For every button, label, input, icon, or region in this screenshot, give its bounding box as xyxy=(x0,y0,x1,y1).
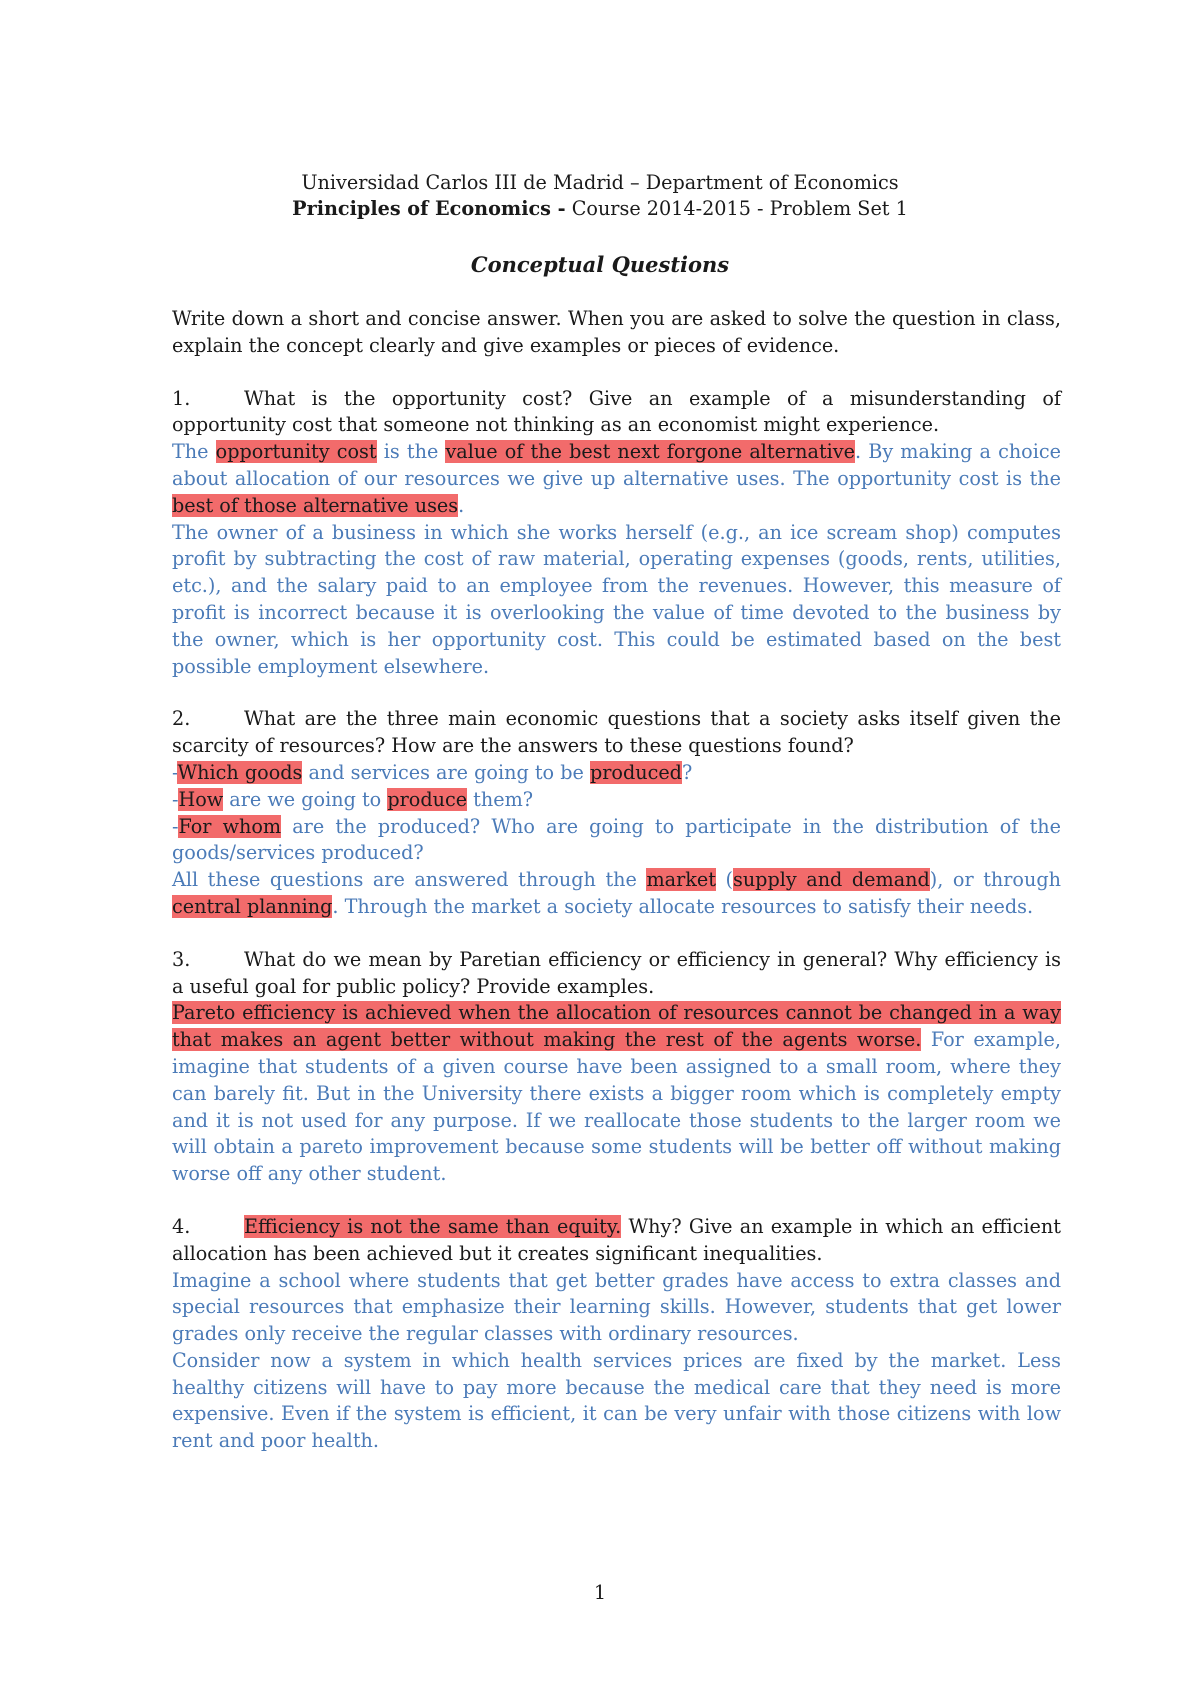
highlight: Which goods xyxy=(177,760,303,784)
highlight: best of those alternative uses xyxy=(172,493,459,517)
bullet-dash: - xyxy=(172,814,179,838)
question-text: What are the three main economic questions that a society asks itself given the scarcity of resources? How are the answers to these questions found? xyxy=(172,707,1061,758)
answer-text: are we going to xyxy=(223,787,388,811)
highlight: opportunity cost xyxy=(215,440,377,464)
course-title: Principles of Economics - xyxy=(292,197,566,220)
answer-2-bullet-2 xyxy=(172,787,1061,814)
answer-2-bullet-3 xyxy=(172,814,1061,868)
question-text: What do we mean by Paretian efficiency or efficiency in general? Why efficiency is a useful goal for public policy? Provide examples. xyxy=(172,947,1061,998)
answer-2-bullet-1 xyxy=(172,760,1061,787)
highlight: Pareto efficiency is achieved when the allocation of resources cannot be changed in a way that makes an agent better without making the rest of the agents worse. xyxy=(172,1001,1061,1052)
answer-text: ? xyxy=(681,760,693,784)
bullet-dash: - xyxy=(172,787,179,811)
highlight: market xyxy=(646,868,716,892)
bullet-dash: - xyxy=(172,760,178,784)
answer-text: The xyxy=(172,440,216,464)
document-body xyxy=(172,306,1061,1455)
answer-text: are the produced? Who are going to participate in the distribution of the goods/services produced? xyxy=(172,814,1061,865)
course-line xyxy=(0,196,1200,222)
answer-1-paragraph-1 xyxy=(172,439,1061,519)
highlight: For whom xyxy=(178,814,282,838)
answer-text: and services are going to be xyxy=(302,760,590,784)
course-details: Course 2014-2015 - Problem Set 1 xyxy=(565,197,908,220)
question-2 xyxy=(172,706,1061,760)
answer-text: . xyxy=(458,493,465,517)
answer-text: All these questions are answered through the xyxy=(172,868,647,892)
question-number: 4. xyxy=(172,1214,191,1238)
answer-4-paragraph-2: Consider now a system in which health services prices are fixed by the market. Less healthy citizens will have to pay more because the medical care that they need is more expensive. Even if the system is efficient, it can be very unfair with those citizens with low rent and poor health. xyxy=(172,1348,1061,1453)
intro-paragraph: Write down a short and concise answer. When you are asked to solve the question in class, explain the concept clearly and give examples or pieces of evidence. xyxy=(172,307,1061,357)
highlight: central planning xyxy=(172,894,333,918)
highlight: Efficiency is not the same than equity. xyxy=(244,1214,622,1238)
question-4 xyxy=(172,1214,1061,1268)
question-number: 3. xyxy=(172,947,191,971)
question-text: What is the opportunity cost? Give an example of a misunderstanding of opportunity cost that someone not thinking as an economist might experience. xyxy=(172,386,1061,437)
section-title: Conceptual Questions xyxy=(470,252,730,277)
document-header xyxy=(0,170,1200,222)
question-text: Why? Give an example in which an efficient allocation has been achieved but it creates significant inequalities. xyxy=(172,1214,1061,1265)
answer-text: ( xyxy=(715,868,733,892)
answer-text: ), or through xyxy=(929,868,1061,892)
highlight: supply and demand xyxy=(732,868,930,892)
highlight: produced xyxy=(589,760,682,784)
answer-4-paragraph-1: Imagine a school where students that get better grades have access to extra classes and special resources that emphasize their learning skills. However, students that get lower grades only receive the regular classes with ordinary resources. xyxy=(172,1268,1061,1346)
answer-text: For example, imagine that students of a given course have been assigned to a small room, where they can barely fit. But in the University there exists a bigger room which is completely empty and it is not used for any purpose. If we reallocate those students to the larger room we will obtain a pareto improvement because some students will be better off without making worse off any other student. xyxy=(172,1028,1062,1186)
answer-2-paragraph xyxy=(172,867,1061,921)
answer-3-paragraph xyxy=(172,1000,1061,1188)
page-number: 1 xyxy=(593,1581,607,1604)
answer-text: is the xyxy=(376,440,446,464)
answer-text: them? xyxy=(467,787,534,811)
question-1 xyxy=(172,386,1061,440)
answer-text: . By making a choice about allocation of our resources we give up alternative uses. The opportunity cost is the xyxy=(172,440,1061,490)
highlight: value of the best next forgone alternative xyxy=(445,440,855,464)
answer-1-paragraph-2: The owner of a business in which she works herself (e.g., an ice scream shop) computes profit by subtracting the cost of raw material, operating expenses (goods, rents, utilities, etc.), and the salary paid to an employee from the revenues. However, this measure of profit is incorrect because it is overlooking the value of time devoted to the business by the owner, which is her opportunity cost. This could be estimated based on the best possible employment elsewhere. xyxy=(172,520,1061,678)
question-3 xyxy=(172,947,1061,1001)
highlight: How xyxy=(178,787,224,811)
question-number: 1. xyxy=(172,386,191,410)
university-line: Universidad Carlos III de Madrid – Department of Economics xyxy=(301,171,899,194)
question-number: 2. xyxy=(172,707,191,731)
answer-text: . Through the market a society allocate resources to satisfy their needs. xyxy=(332,894,1034,918)
highlight: produce xyxy=(387,787,468,811)
